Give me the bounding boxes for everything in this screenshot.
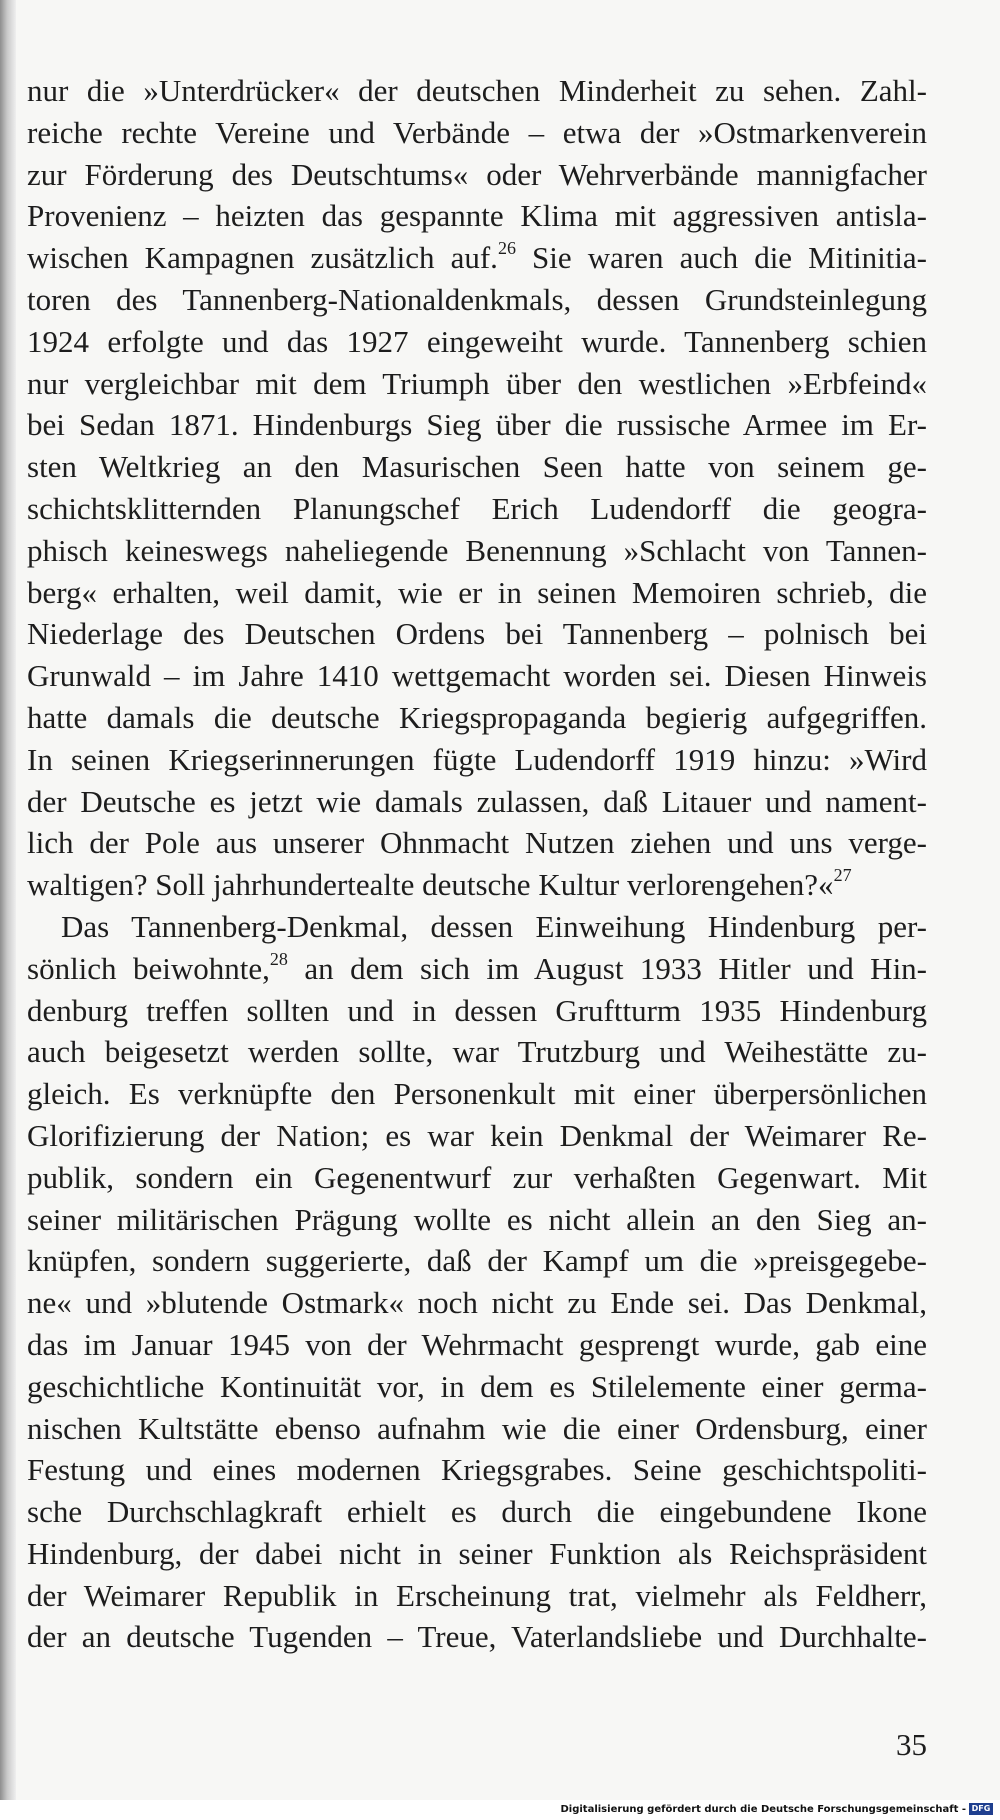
text-line: lich der Pole aus unserer Ohnmacht Nutzen ziehen und uns verge-	[27, 825, 927, 861]
body-text	[27, 70, 927, 1658]
page-number: 35	[896, 1727, 927, 1762]
text-line: seiner militärischen Prägung wollte es nicht allein an den Sieg an-	[27, 1201, 927, 1237]
text-line: nur die »Unterdrücker« der deutschen Minderheit zu sehen. Zahl-	[27, 73, 927, 108]
text-line: der Weimarer Republik in Erscheinung trat, vielmehr als Feldherr,	[27, 1577, 927, 1613]
book-binding-shadow	[0, 0, 16, 1820]
text-line: toren des Tannenberg-Nationaldenkmals, dessen Grundsteinlegung	[27, 281, 927, 317]
text-line: gleich. Es verknüpfte den Personenkult mit einer überpersönlichen	[27, 1076, 927, 1112]
footnote-ref-26: 26	[497, 238, 516, 259]
text-line: 1924 erfolgte und das 1927 eingeweiht wurde. Tannenberg schien	[27, 323, 927, 359]
text-line	[27, 237, 927, 279]
text-segment: an dem sich im August 1933 Hitler und Hin-	[287, 950, 928, 986]
text-line: zur Förderung des Deutschtums« oder Wehrverbände mannigfacher	[27, 156, 927, 192]
text-segment: sönlich beiwohnte,	[27, 950, 270, 986]
text-line: denburg treffen sollten und in dessen Gruftturm 1935 Hindenburg	[27, 992, 927, 1028]
text-segment: wischen Kampagnen zusätzlich auf.	[27, 240, 498, 276]
text-line: knüpfen, sondern suggerierte, daß der Kampf um die »preisgegebe-	[27, 1243, 927, 1279]
text-line: das im Januar 1945 von der Wehrmacht gesprengt wurde, gab eine	[27, 1326, 927, 1362]
text-line: berg« erhalten, weil damit, wie er in seinen Memoiren schrieb, die	[27, 574, 927, 610]
text-line: auch beigesetzt werden sollte, war Trutzburg und Weihestätte zu-	[27, 1034, 927, 1070]
text-line	[27, 948, 927, 990]
text-line: Provenienz – heizten das gespannte Klima mit aggressiven antisla-	[27, 198, 927, 234]
text-line: der an deutsche Tugenden – Treue, Vaterlandsliebe und Durchhalte-	[27, 1619, 927, 1655]
text-line: bei Sedan 1871. Hindenburgs Sieg über die russische Armee im Er-	[27, 407, 927, 443]
text-line: nischen Kultstätte ebenso aufnahm wie die einer Ordensburg, einer	[27, 1410, 927, 1446]
text-line: In seinen Kriegserinnerungen fügte Ludendorff 1919 hinzu: »Wird	[27, 741, 927, 777]
text-segment: waltigen? Soll jahrhundertealte deutsche Kultur verlorengehen?«	[27, 867, 834, 903]
footer-credit-text: Digitalisierung gefördert durch die Deutsche Forschungsgemeinschaft -	[560, 1804, 966, 1815]
text-line: sche Durchschlagkraft erhielt es durch die eingebundene Ikone	[27, 1494, 927, 1530]
text-line: Glorifizierung der Nation; es war kein Denkmal der Weimarer Re-	[27, 1117, 927, 1153]
text-line	[27, 864, 927, 906]
text-line: Hindenburg, der dabei nicht in seiner Funktion als Reichspräsident	[27, 1535, 927, 1571]
text-line: geschichtliche Kontinuität vor, in dem es Stilelemente einer germa-	[27, 1368, 927, 1404]
footnote-ref-28: 28	[269, 948, 288, 969]
text-line: schichtsklitternden Planungschef Erich Ludendorff die geogra-	[27, 490, 927, 526]
text-line: phisch keineswegs naheliegende Benennung »Schlacht von Tannen-	[27, 532, 927, 568]
text-line: hatte damals die deutsche Kriegspropaganda begierig aufgegriffen.	[27, 699, 927, 735]
digitization-footer	[0, 1800, 1000, 1820]
text-line: Grunwald – im Jahre 1410 wettgemacht worden sei. Diesen Hinweis	[27, 658, 927, 694]
text-line: der Deutsche es jetzt wie damals zulassen, daß Litauer und nament-	[27, 783, 927, 819]
text-line: reiche rechte Vereine und Verbände – etwa der »Ostmarkenverein	[27, 114, 927, 150]
text-line: ne« und »blutende Ostmark« noch nicht zu Ende sei. Das Denkmal,	[27, 1285, 927, 1321]
text-segment: Sie waren auch die Mitinitia-	[515, 240, 927, 276]
dfg-logo: DFG	[969, 1803, 993, 1815]
text-line: Niederlage des Deutschen Ordens bei Tannenberg – polnisch bei	[27, 616, 927, 652]
text-line: sten Weltkrieg an den Masurischen Seen hatte von seinem ge-	[27, 449, 927, 485]
text-line: publik, sondern ein Gegenentwurf zur verhaßten Gegenwart. Mit	[27, 1159, 927, 1195]
paragraph-first-line: Das Tannenberg-Denkmal, dessen Einweihung Hindenburg per-	[61, 908, 927, 944]
text-line: Festung und eines modernen Kriegsgrabes. Seine geschichtspoliti-	[27, 1452, 927, 1488]
footnote-ref-27: 27	[833, 865, 852, 886]
text-line: nur vergleichbar mit dem Triumph über den westlichen »Erbfeind«	[27, 365, 927, 401]
